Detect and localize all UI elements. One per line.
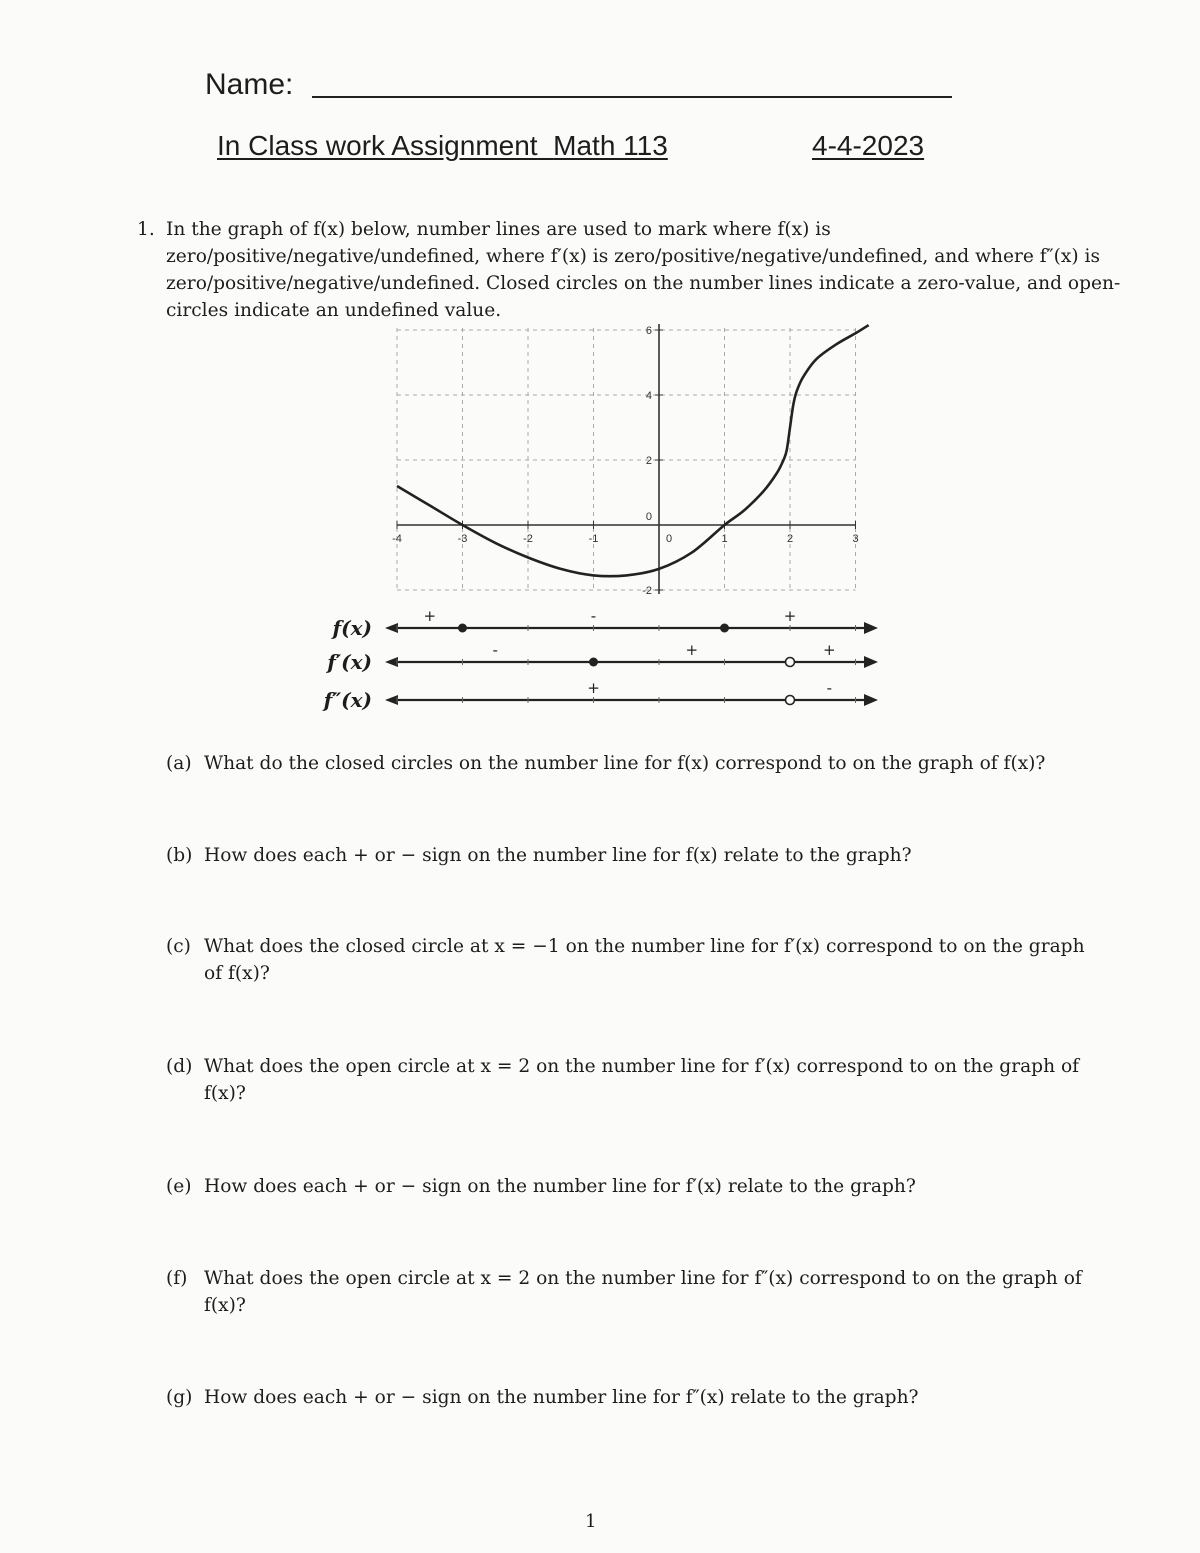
question-g <box>166 1384 1106 1411</box>
question-label: (d) <box>166 1056 193 1077</box>
closed-circle <box>720 624 729 633</box>
page-number: 1 <box>585 1511 597 1532</box>
assignment-date: 4-4-2023 <box>812 130 925 161</box>
sign-label: + <box>587 679 600 697</box>
question-label: (f) <box>166 1268 188 1289</box>
question-text: How does each + or − sign on the number line for f(x) relate to the graph? <box>204 845 912 866</box>
sign-label: + <box>783 607 797 625</box>
graph-tick-labels <box>392 325 858 597</box>
open-circle <box>786 658 795 667</box>
closed-circle <box>458 624 467 633</box>
sign-label: + <box>685 641 699 659</box>
right-arrow-icon <box>864 694 878 706</box>
left-arrow-icon <box>385 695 398 705</box>
x-tick-label: 3 <box>852 533 859 545</box>
right-arrow-icon <box>864 656 878 668</box>
y-tick-label: 4 <box>645 390 652 402</box>
number-line-label: f″(x) <box>323 688 372 712</box>
number-line-2 <box>325 641 878 674</box>
y-tick-label: 2 <box>645 455 652 467</box>
sign-label: - <box>492 641 498 659</box>
problem-number: 1. <box>137 219 155 240</box>
number-line-1 <box>331 607 878 640</box>
question-label: (g) <box>166 1387 193 1408</box>
x-tick-label: -3 <box>457 533 468 545</box>
sign-label: - <box>590 607 597 625</box>
question-e <box>166 1173 1106 1200</box>
course-name: Math 113 <box>553 130 668 161</box>
question-label: (b) <box>166 845 193 866</box>
sign-label: + <box>423 607 437 625</box>
left-arrow-icon <box>385 657 398 667</box>
question-label: (c) <box>166 936 191 957</box>
f-curve <box>397 325 869 576</box>
y-tick-label: 0 <box>645 511 652 523</box>
question-a <box>166 750 1106 777</box>
sign-label: - <box>826 679 833 697</box>
x-tick-label: 2 <box>786 533 794 545</box>
y-tick-label: 6 <box>645 325 652 337</box>
sign-label: + <box>823 641 836 659</box>
x-tick-label: -1 <box>588 533 599 545</box>
x-tick-label: -2 <box>523 533 533 545</box>
x-tick-label: -4 <box>392 533 402 545</box>
graph-axes <box>397 324 859 594</box>
y-tick-label: -2 <box>642 585 652 597</box>
question-text: How does each + or − sign on the number line for f′(x) relate to the graph? <box>204 1176 916 1197</box>
assignment-name: In Class work Assignment <box>217 130 538 161</box>
question-b <box>166 842 1106 869</box>
right-arrow-icon <box>864 622 878 634</box>
question-text: What does the open circle at x = 2 on the number line for f″(x) correspond to on the graph of f(x)? <box>204 1268 1082 1316</box>
question-d <box>166 1053 1106 1107</box>
sign-number-lines <box>322 607 878 712</box>
number-line-label: f(x) <box>332 616 372 640</box>
number-line-label: f′(x) <box>327 650 372 674</box>
x-tick-label: 0 <box>665 533 673 545</box>
question-text: What do the closed circles on the number line for f(x) correspond to on the graph of f(x)? <box>204 753 1046 774</box>
left-arrow-icon <box>385 623 398 633</box>
problem-text: In the graph of f(x) below, number lines are used to mark where f(x) is zero/positive/negative/undefined, where f′(x) is zero/positive/negative/undefined, and where f″(x) is zero/positive/negative/undefined. Closed circles on the number lines indicate a zero-value, and open-circles indicate an undefined value. <box>166 219 1121 321</box>
question-text: What does the open circle at x = 2 on the number line for f′(x) correspond to on the graph of f(x)? <box>204 1056 1080 1104</box>
graph-grid <box>397 328 859 590</box>
name-label: Name: <box>205 68 294 101</box>
closed-circle <box>589 658 598 667</box>
question-text: How does each + or − sign on the number line for f″(x) relate to the graph? <box>204 1387 919 1408</box>
open-circle <box>786 696 795 705</box>
question-c <box>166 933 1106 987</box>
question-label: (e) <box>166 1176 192 1197</box>
question-text: What does the closed circle at x = −1 on the number line for f′(x) correspond to on the graph of f(x)? <box>204 936 1085 984</box>
function-graph-figure <box>0 0 1200 760</box>
number-line-3 <box>322 679 878 712</box>
question-label: (a) <box>166 753 192 774</box>
question-f <box>166 1265 1106 1319</box>
x-tick-label: 1 <box>721 533 728 545</box>
